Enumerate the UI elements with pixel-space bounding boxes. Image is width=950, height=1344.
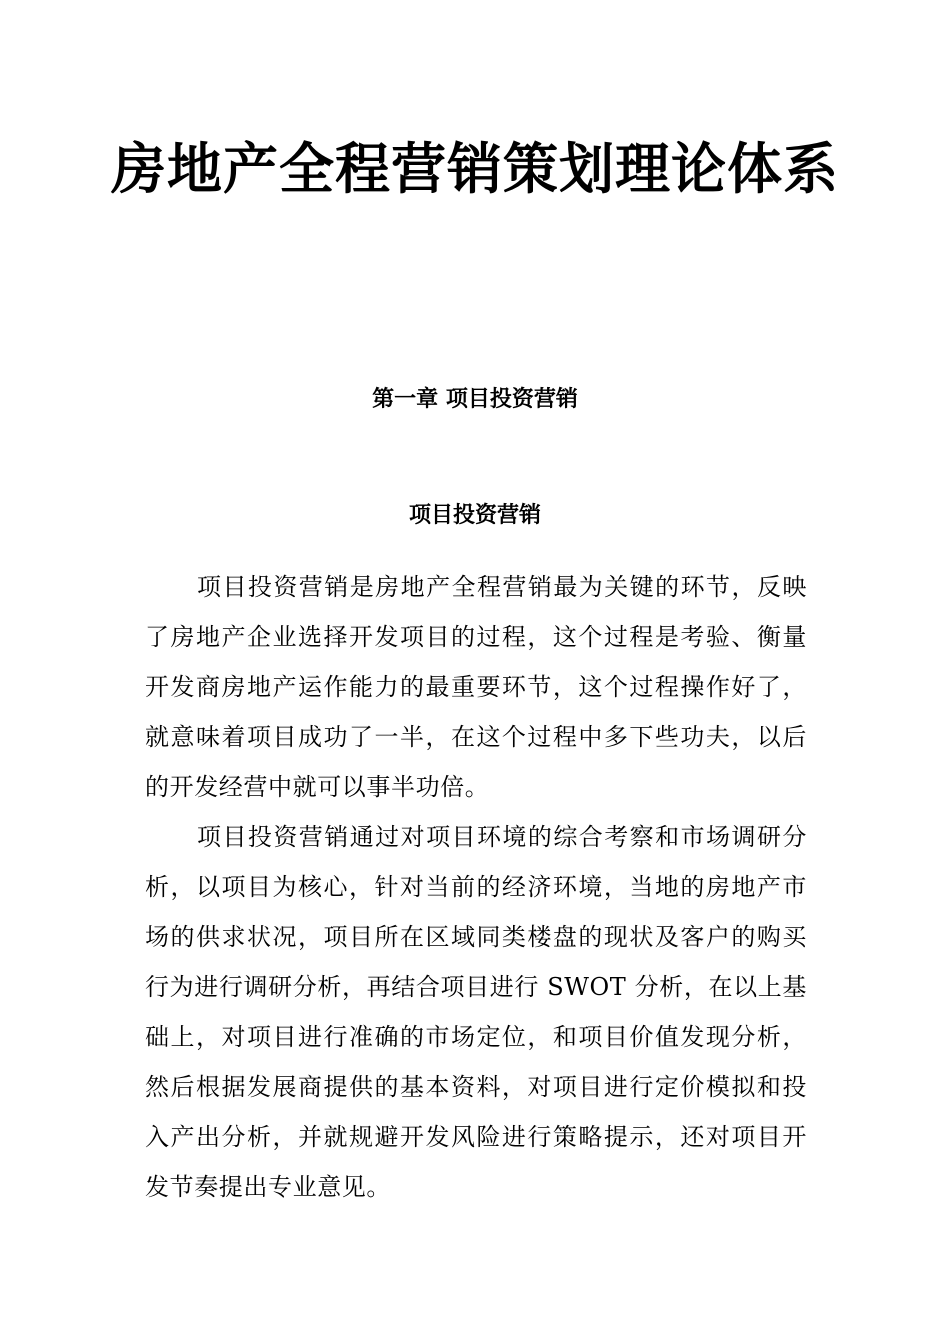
section-heading: 项目投资营销 (408, 503, 541, 528)
paragraph-1: 项目投资营销是房地产全程营销最为关键的环节，反映了房地产企业选择开发项目的过程，这个过程是考验、衡量开发商房地产运作能力的最重要环节，这个过程操作好了，就意味着项目成功了一半，在这个过程中多下些功夫，以后的开发经营中就可以事半功倍。 (145, 573, 807, 801)
body-text (145, 562, 807, 1212)
chapter-heading: 第一章 项目投资营销 (372, 387, 578, 412)
paragraph-2: 项目投资营销通过对项目环境的综合考察和市场调研分析，以项目为核心，针对当前的经济环境，当地的房地产市场的供求状况，项目所在区域同类楼盘的现状及客户的购买行为进行调研分析，再结合项目进行 SWOT 分析，在以上基础上，对项目进行准确的市场定位，和项目价值发现分析，然后根据发展商提供的基本资料，对项目进行定价模拟和投入产出分析，并就规避开发风险进行策略提示，还对项目开发节奏提出专业意见。 (145, 823, 807, 1201)
document-title: 房地产全程营销策划理论体系 (110, 137, 839, 201)
